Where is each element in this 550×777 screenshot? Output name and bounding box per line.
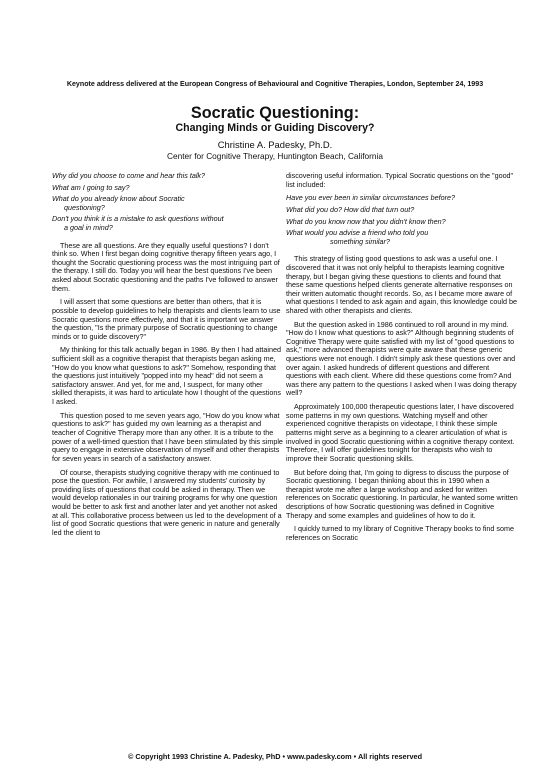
body-paragraph: But the question asked in 1986 continued to roll around in my mind. "How do I know what questions to ask?" Although beginning students of Cognitive Therapy were quite satisfied with my list of "good questions to ask," more advanced therapists were quite aware that these generic questions were not enough. I didn't simply ask these questions over and over again. I asked hundreds of different questions and different questions with each client. Where did these questions come from? And was there any pattern to the questions I asked when I was doing therapy well? xyxy=(286,319,517,398)
question-line: Don't you think it is a mistake to ask questions without xyxy=(52,214,224,224)
question-line: What do you already know about Socratic xyxy=(52,194,185,204)
example-question xyxy=(286,218,518,227)
question-line: What would you advise a friend who told you xyxy=(286,228,429,238)
body-paragraph: But before doing that, I'm going to digress to discuss the purpose of Socratic questioning. I began thinking about this in 1990 when a therapist wrote me after a large workshop and asked for written references on Socratic questioning. In particular, he wanted some written descriptions of how Socratic questioning was defined in Cognitive Therapy and some examples and guidelines of how to do it. xyxy=(286,467,518,520)
author-name: Christine A. Padesky, Ph.D. xyxy=(217,139,333,150)
copyright-footer: © Copyright 1993 Christine A. Padesky, PhD • www.padesky.com • All rights reserved xyxy=(127,752,423,761)
author-affiliation: Center for Cognitive Therapy, Huntington Beach, California xyxy=(167,151,383,161)
body-paragraph: This strategy of listing good questions to ask was a useful one. I discovered that it was not only helpful to therapists learning cognitive therapy, but I began giving these questions to clients and found that these same questions helped clients generate alternative responses on their written automatic thought records. So, as I became more aware of what questions I tended to ask again and again, this knowledge could be shared with other therapists and clients. xyxy=(286,254,517,315)
question-continuation: questioning? xyxy=(64,202,105,212)
opening-question xyxy=(52,215,284,232)
example-question xyxy=(286,194,518,203)
left-column xyxy=(52,172,284,543)
body-paragraph: My thinking for this talk actually began in 1986. By then I had attained sufficient skill as a cognitive therapist that therapists began asking me, "How do you know what questions to ask?" Somehow, responding that the questions just intuitively "popped into my head" did not seem a satisfactory answer. And yet, for me and, I suspect, for many other skilled therapists, it was hard to articulate how I thought of the questions I asked. xyxy=(52,345,281,407)
opening-question xyxy=(52,195,284,212)
example-question xyxy=(286,229,518,246)
example-question xyxy=(286,206,518,215)
right-column xyxy=(286,172,518,548)
opening-question xyxy=(52,184,284,193)
question-continuation: a goal in mind? xyxy=(64,222,113,232)
body-paragraph: I will assert that some questions are better than others, that it is possible to develop guidelines to help therapists and clients learn to use Socratic questions more effectively, and that it is important we answer the question, "Is the primary purpose of Socratic questioning to change minds or to guide discovery?" xyxy=(52,297,281,341)
body-paragraph: Approximately 100,000 therapeutic questions later, I have discovered some patterns in my own questions. Watching myself and other experienced cognitive therapists on videotape, I think these simple patterns might serve as a beginning to a clearer articulation of what is involved in good Socratic questioning within a cognitive therapy context. Therefore, I will offer guidelines tonight for therapists who wish to improve their Socratic questioning skills. xyxy=(286,402,515,463)
paper-subtitle: Changing Minds or Guiding Discovery? xyxy=(175,122,375,134)
body-paragraph: This question posed to me seven years ago, "How do you know what questions to ask?" has guided my own learning as a therapist and teacher of Cognitive Therapy more than any other. It is a tribute to the power of a well-timed question that I have been stimulated by this simple query to engage in extensive observation of myself and other therapists for seven years in search of a satisfactory answer. xyxy=(52,410,283,463)
body-paragraph: These are all questions. Are they equally useful questions? I don't think so. When I first began doing cognitive therapy fifteen years ago, I thought the Socratic questioning process was the most intriguing part of the therapy. I still do. Today you will hear the best questions I've been asked about Socratic questioning and the paths I've followed to answer them. xyxy=(52,240,280,293)
paper-title: Socratic Questioning: xyxy=(190,104,360,122)
header-note: Keynote address delivered at the European Congress of Behavioural and Cognitive Therapies, London, September 24, 1993 xyxy=(66,80,484,88)
question-line: Why did you choose to come and hear this talk? xyxy=(52,171,206,180)
body-paragraph: discovering useful information. Typical Socratic questions on the "good" list included: xyxy=(286,171,514,189)
question-line: What do you know now that you didn't know then? xyxy=(286,216,446,226)
body-paragraph: I quickly turned to my library of Cognitive Therapy books to find some references on Socratic xyxy=(286,524,514,542)
question-line: What did you do? How did that turn out? xyxy=(286,204,415,214)
question-line: Have you ever been in similar circumstances before? xyxy=(286,193,455,203)
question-continuation: something similar? xyxy=(330,236,390,246)
question-line: What am I going to say? xyxy=(52,182,130,192)
opening-question xyxy=(52,172,284,181)
body-paragraph: Of course, therapists studying cognitive therapy with me continued to pose the question. For awhile, I answered my students' curiosity by providing lists of questions that could be asked in therapy. Then we would develop rationales in our training programs for why one question would be better to ask first and another later and yet another not asked at all. This collaborative process between us led to the development of a list of good Socratic questions that were generic in nature and generally led the client to xyxy=(52,467,282,537)
